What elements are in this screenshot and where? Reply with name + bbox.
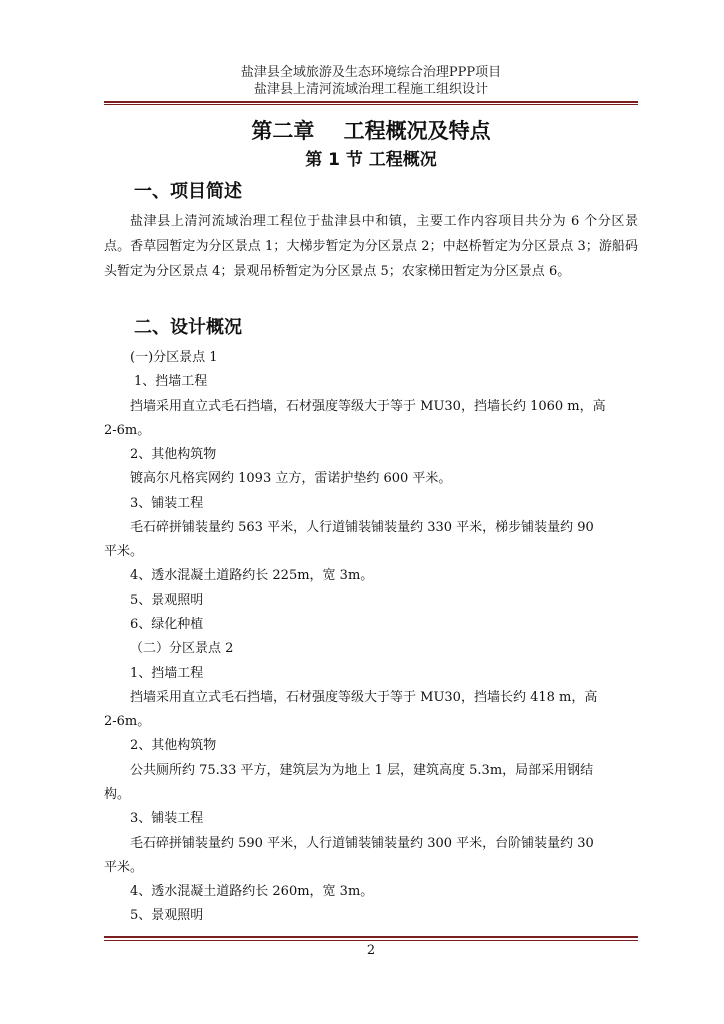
item-landscape-lighting: 5、景观照明: [130, 593, 204, 608]
text-line: 毛石碎拼铺装量约 563 平米，人行道铺装铺装量约 330 平米，梯步铺装量约 90: [130, 520, 594, 535]
item-permeable-road: 4、透水混凝土道路约长 260m，宽 3m。: [130, 884, 374, 899]
text-line: 平米。: [104, 544, 144, 559]
subheading-zone-2: （二）分区景点 2: [130, 641, 234, 656]
page-number: 2: [366, 943, 376, 958]
running-header: [104, 64, 638, 98]
header-divider-thin: [104, 104, 638, 105]
subheading-zone-1: (一)分区景点 1: [130, 350, 218, 365]
intro-paragraph: 盐津县上清河流域治理工程位于盐津县中和镇，主要工作内容项目共分为 6 个分区景点。香草园暂定为分区景点 1；大梯步暂定为分区景点 2；中赵桥暂定为分区景点 3；游船码头暂定为分区景点 4；景观吊桥暂定为分区景点 5；农家梯田暂定为分区景点 6。: [104, 214, 638, 279]
section-title: 第 1 节 工程概况: [305, 150, 437, 170]
text-line: 平米。: [104, 860, 144, 875]
item-paving: 3、铺装工程: [130, 811, 204, 826]
text-line: 挡墙采用直立式毛石挡墙，石材强度等级大于等于 MU30，挡墙长约 418 m，高: [130, 690, 598, 705]
text-line: 镀高尔凡格宾网约 1093 立方，雷诺护垫约 600 平米。: [130, 471, 452, 486]
item-retaining-wall: 1、挡墙工程: [134, 374, 208, 389]
item-paving: 3、铺装工程: [130, 496, 204, 511]
text-line: 构。: [104, 787, 131, 802]
chapter-title: 第二章 工程概况及特点: [251, 119, 491, 143]
text-line: 挡墙采用直立式毛石挡墙，石材强度等级大于等于 MU30，挡墙长约 1060 m，高: [130, 399, 606, 414]
footer-divider-thin: [104, 940, 638, 941]
header-document-title: 盐津县上清河流域治理工程施工组织设计: [253, 82, 488, 97]
heading-design-overview: 二、设计概况: [134, 317, 242, 338]
item-other-structures: 2、其他构筑物: [130, 447, 217, 462]
item-greening: 6、绿化种植: [130, 617, 204, 632]
header-divider: [104, 101, 638, 103]
footer-divider: [104, 936, 638, 938]
item-landscape-lighting: 5、景观照明: [130, 908, 204, 923]
heading-project-summary: 一、项目简述: [134, 181, 242, 202]
item-other-structures: 2、其他构筑物: [130, 738, 217, 753]
text-line: 毛石碎拼铺装量约 590 平米，人行道铺装铺装量约 300 平米，台阶铺装量约 30: [130, 836, 594, 851]
text-line: 公共厕所约 75.33 平方，建筑层为为地上 1 层，建筑高度 5.3m，局部采用钢结: [130, 763, 594, 778]
item-retaining-wall: 1、挡墙工程: [130, 666, 204, 681]
item-permeable-road: 4、透水混凝土道路约长 225m，宽 3m。: [130, 568, 374, 583]
header-project-title: 盐津县全域旅游及生态环境综合治理PPP项目: [240, 65, 502, 80]
text-line: 2-6m。: [104, 714, 151, 729]
text-line: 2-6m。: [104, 423, 151, 438]
